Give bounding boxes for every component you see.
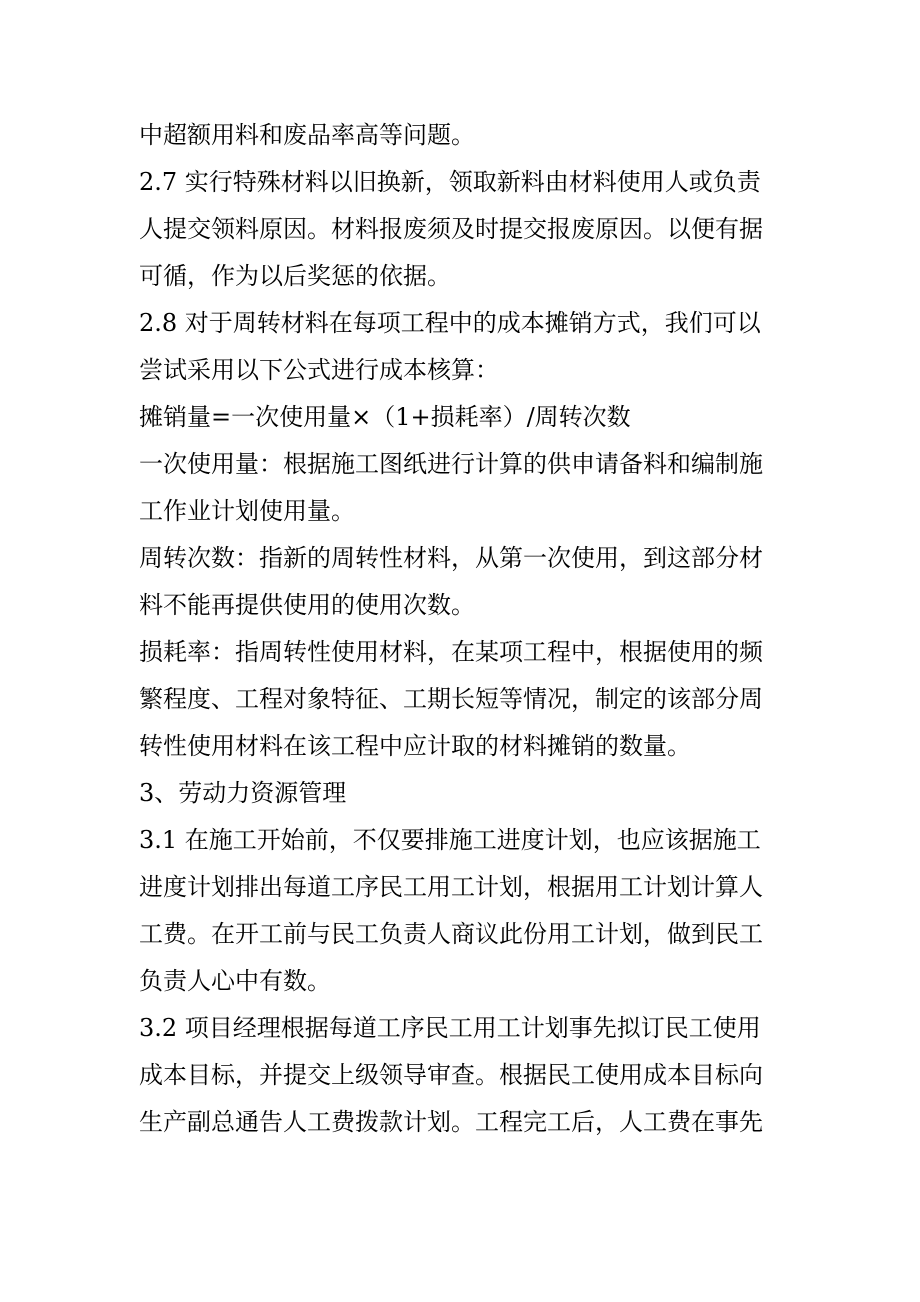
text-line: 尝试采用以下公式进行成本核算： [139, 356, 499, 384]
text-line: 损耗率：指周转性使用材料，在某项工程中，根据使用的频 [139, 638, 763, 666]
text-line: 工费。在开工前与民工负责人商议此份用工计划，做到民工 [139, 920, 763, 948]
text-line: 一次使用量：根据施工图纸进行计算的供申请备料和编制施 [139, 450, 763, 478]
text-line: 可循，作为以后奖惩的依据。 [139, 262, 451, 290]
text-line: 周转次数：指新的周转性材料，从第一次使用，到这部分材 [139, 544, 763, 572]
text-line: 人提交领料原因。材料报废须及时提交报废原因。以便有据 [139, 215, 763, 243]
text-line: 中超额用料和废品率高等问题。 [139, 121, 475, 149]
text-line: 负责人心中有数。 [139, 967, 331, 995]
text-line: 2.8 对于周转材料在每项工程中的成本摊销方式，我们可以 [139, 309, 761, 337]
text-line: 工作业计划使用量。 [139, 497, 355, 525]
section-heading: 3、劳动力资源管理 [139, 779, 347, 807]
text-line: 进度计划排出每道工序民工用工计划，根据用工计划计算人 [139, 873, 763, 901]
text-line: 2.7 实行特殊材料以旧换新，领取新料由材料使用人或负责 [139, 168, 761, 196]
text-line: 生产副总通告人工费拨款计划。工程完工后，人工费在事先 [139, 1108, 763, 1136]
text-line: 成本目标，并提交上级领导审查。根据民工使用成本目标向 [139, 1061, 763, 1089]
formula-line: 摊销量=一次使用量×（1+损耗率）/周转次数 [139, 403, 631, 431]
text-line: 3.2 项目经理根据每道工序民工用工计划事先拟订民工使用 [139, 1014, 761, 1042]
body-text [139, 112, 789, 1146]
text-line: 转性使用材料在该工程中应计取的材料摊销的数量。 [139, 732, 691, 760]
text-line: 料不能再提供使用的使用次数。 [139, 591, 475, 619]
text-line: 3.1 在施工开始前，不仅要排施工进度计划，也应该据施工 [139, 826, 761, 854]
text-line: 繁程度、工程对象特征、工期长短等情况，制定的该部分周 [139, 685, 763, 713]
